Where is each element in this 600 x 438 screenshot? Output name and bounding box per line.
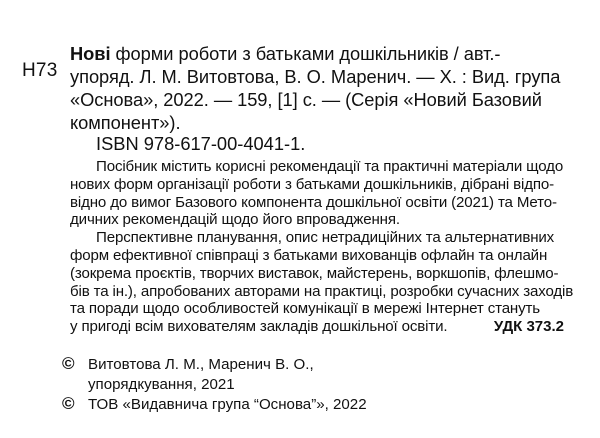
annotation-p2-line: форм ефективної співпраці з батьками вихованців офлайн та онлайн xyxy=(70,246,548,264)
copyright-holder-1-role: упорядкування, 2021 xyxy=(88,375,235,393)
copyright-icon: © xyxy=(62,394,75,413)
copyright-row-2 xyxy=(62,375,582,395)
bib-line-1-rest: форми роботи з батьками дошкільників / авт.- xyxy=(110,43,501,64)
udk-code: УДК 373.2 xyxy=(493,318,564,335)
bib-line-3: «Основа», 2022. — 159, [1] с. — (Серія «Новий Базовий xyxy=(70,89,542,110)
annotation-p2-line: бів та ін.), апробованих авторами на практиці, розробки сучасних заходів xyxy=(70,282,574,300)
annotation-p2-line: (зокрема проєктів, творчих виставок, майстерень, воркшопів, флешмо- xyxy=(70,264,559,282)
annotation-p1-line: дичних рекомендацій щодо його впровадження. xyxy=(70,211,400,229)
bib-line-2: упоряд. Л. М. Витовтова, В. О. Маренич. — Х. : Вид. група xyxy=(70,66,561,87)
annotation-p2-line: у пригоді всім вихователям закладів дошкільної освіти. xyxy=(70,318,448,336)
annotation-p2-line: Перспективне планування, опис нетрадиційних та альтернативних xyxy=(96,229,555,247)
copyright-row-3 xyxy=(62,394,582,415)
copyright-block xyxy=(62,354,582,415)
annotation-p1-line: Посібник містить корисні рекомендації та практичні матеріали щодо xyxy=(96,158,564,175)
bib-line-1 xyxy=(70,42,590,65)
bib-line-4: компонент»). xyxy=(70,112,181,133)
annotation-p2-line: та поради щодо особливостей комунікації в мережі Інтернет стануть xyxy=(70,300,540,318)
isbn: ISBN 978-617-00-4041-1. xyxy=(96,133,306,154)
copyright-row-1 xyxy=(62,354,582,375)
bibliographic-entry xyxy=(70,42,590,134)
copyright-icon: © xyxy=(62,354,75,373)
copyright-holder-1: Витовтова Л. М., Маренич В. О., xyxy=(88,356,314,373)
annotation xyxy=(70,158,590,336)
author-mark: Н73 xyxy=(22,60,58,81)
title-first-word: Нові xyxy=(70,43,111,64)
annotation-p1-line: відно до вимог Базового компонента дошкільної освіти (2021) та Мето- xyxy=(70,193,557,211)
copyright-holder-2: ТОВ «Видавнича група “Основа”», 2022 xyxy=(88,396,367,413)
annotation-p1-line: нових форм організації роботи з батьками дошкільників, дібрані відпо- xyxy=(70,175,555,193)
